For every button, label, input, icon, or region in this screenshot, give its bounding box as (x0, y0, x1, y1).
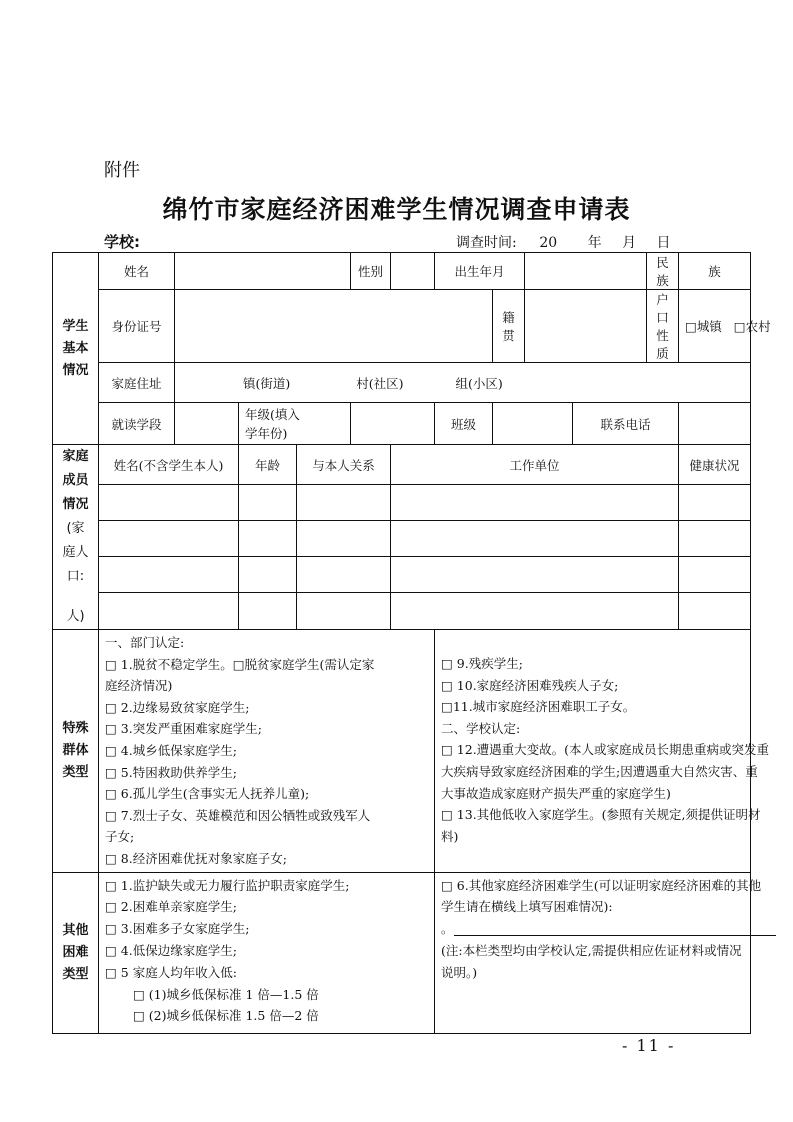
household-type-label: 户口性质 (647, 290, 679, 363)
grade-label: 年级(填入 学年份) (239, 403, 351, 445)
ethnicity-label: 民族 (647, 253, 679, 290)
page-title: 绵竹市家庭经济困难学生情况调查申请表 (162, 195, 631, 224)
survey-month-unit: 月 (622, 235, 637, 251)
special-option[interactable]: □ 2.边缘易致贫家庭学生; (105, 699, 250, 715)
section-other-difficulties: 其他 困难 类型 (53, 872, 99, 1033)
other-option[interactable]: □ 3.困难多子女家庭学生; (105, 921, 250, 937)
income-option[interactable]: □ (1)城乡低保标准 1 倍—1.5 倍 (133, 986, 319, 1002)
class-label: 班级 (435, 403, 493, 445)
family-col-health: 健康状况 (679, 445, 751, 485)
family-name-cell[interactable] (99, 521, 239, 557)
family-health-cell[interactable] (679, 592, 751, 629)
family-health-cell[interactable] (679, 485, 751, 521)
native-place-field[interactable] (525, 290, 647, 363)
section-special-groups: 特殊 群体 类型 (53, 630, 99, 873)
family-health-cell[interactable] (679, 557, 751, 593)
family-name-cell[interactable] (99, 485, 239, 521)
school-stage-label: 就读学段 (99, 403, 175, 445)
special-option[interactable]: □ 3.突发严重困难家庭学生; (105, 721, 262, 737)
family-row (53, 521, 751, 557)
other-option[interactable]: □ 4.低保边缘家庭学生; (105, 942, 237, 958)
gender-field[interactable] (391, 253, 435, 290)
family-row (53, 557, 751, 593)
special-option[interactable]: □ 9.残疾学生; (441, 656, 523, 671)
family-relation-cell[interactable] (297, 485, 391, 521)
section-basic-info: 学生 基本 情况 (53, 253, 99, 445)
family-name-cell[interactable] (99, 592, 239, 629)
survey-time (456, 232, 671, 252)
address-label: 家庭住址 (99, 363, 175, 403)
application-form-table (52, 252, 771, 1034)
family-relation-cell[interactable] (297, 521, 391, 557)
name-field[interactable] (175, 253, 351, 290)
family-row (53, 485, 751, 521)
id-number-label: 身份证号 (99, 290, 175, 363)
special-option[interactable]: □ 6.孤儿学生(含事实无人抚养儿童); (105, 786, 310, 802)
school-label: 学校: (104, 233, 140, 251)
family-age-cell[interactable] (239, 557, 297, 593)
address-group: 组(小区) (455, 375, 503, 391)
family-relation-cell[interactable] (297, 557, 391, 593)
special-option[interactable]: □ 5.特困救助供养学生; (105, 764, 237, 780)
income-option[interactable]: □ (2)城乡低保标准 1.5 倍—2 倍 (133, 1008, 319, 1024)
special-option[interactable]: □ 10.家庭经济困难残疾人子女; (441, 677, 619, 693)
other-option[interactable]: □ 2.困难单亲家庭学生; (105, 899, 237, 915)
survey-year-prefix: 20 (539, 235, 558, 251)
grade-field[interactable] (351, 403, 435, 445)
other-difficulties-right: □ 6.其他家庭经济困难学生(可以证明家庭经济困难的其他 学生请在横线上填写困难情况): 。 (注:本栏类型均由学校认定,需提供相应佐证材料或情况 说明。) (435, 872, 751, 1033)
family-col-age: 年龄 (239, 445, 297, 485)
family-relation-cell[interactable] (297, 592, 391, 629)
id-number-field[interactable] (175, 290, 493, 363)
family-row (53, 592, 751, 629)
special-option[interactable]: □ 13.其他低收入家庭学生。(参照有关规定,须提供证明材 (441, 807, 761, 823)
special-option[interactable]: □ 8.经济困难优抚对象家庭子女; (105, 850, 287, 866)
other-option[interactable]: □ 1.监护缺失或无力履行监护职责家庭学生; (105, 877, 350, 893)
address-village: 村(社区) (356, 375, 404, 391)
school-stage-field[interactable] (175, 403, 239, 445)
native-place-label: 籍贯 (493, 290, 525, 363)
household-type-options[interactable] (679, 290, 771, 363)
family-workplace-cell[interactable] (391, 521, 679, 557)
birth-field[interactable] (525, 253, 647, 290)
special-groups-right: □ 9.残疾学生; □ 10.家庭经济困难残疾人子女; □11.城市家庭经济困难职工子女。 二、学校认定: □ 12.遭遇重大变故。(本人或家庭成员长期患重病或突发重 大疾病导致家庭经济困难的学生;因遭遇重大自然灾害、重 大事故造成家庭财产损失严重的家庭学生) □ 13.其他低收入家庭学生。(参照有关规定,须提供证明材 料) (435, 630, 751, 873)
ethnicity-field[interactable]: 族 (679, 253, 751, 290)
other-difficulties-left (99, 872, 435, 1033)
family-col-relation: 与本人关系 (297, 445, 391, 485)
phone-field[interactable] (679, 403, 751, 445)
family-col-workplace: 工作单位 (391, 445, 679, 485)
special-option[interactable]: □ 12.遭遇重大变故。(本人或家庭成员长期患重病或突发重 (441, 742, 770, 758)
birth-label: 出生年月 (435, 253, 525, 290)
page-number: - 11 - (622, 1036, 676, 1055)
urban-checkbox[interactable]: □城镇 (685, 319, 722, 334)
survey-day-unit: 日 (656, 235, 671, 251)
family-workplace-cell[interactable] (391, 485, 679, 521)
special-groups-left: 一、部门认定: □ 1.脱贫不稳定学生。□脱贫家庭学生(需认定家 庭经济情况) □ 2.边缘易致贫家庭学生; □ 3.突发严重困难家庭学生; □ 4.城乡低保家庭学生; □ 5.特困救助供养学生; □ 6.孤儿学生(含事实无人抚养儿童); □ 7.烈士子女、英雄模范和因公牺牲或致残军人 子女; □ 8.经济困难优抚对象家庭子女; (99, 630, 435, 873)
family-col-name: 姓名(不含学生本人) (99, 445, 239, 485)
family-workplace-cell[interactable] (391, 557, 679, 593)
other-difficulty-blank[interactable]: 。 (441, 918, 744, 940)
special-option[interactable]: □ 1.脱贫不稳定学生。□脱贫家庭学生(需认定家 (105, 656, 375, 672)
address-town: 镇(街道) (243, 375, 291, 391)
family-workplace-cell[interactable] (391, 592, 679, 629)
phone-label: 联系电话 (573, 403, 679, 445)
gender-label: 性别 (351, 253, 391, 290)
rural-checkbox[interactable]: □农村 (733, 319, 771, 334)
survey-time-label: 调查时间: (456, 235, 517, 251)
family-name-cell[interactable] (99, 557, 239, 593)
fill-in-line[interactable] (454, 923, 776, 936)
special-option[interactable]: □11.城市家庭经济困难职工子女。 (441, 699, 636, 715)
special-option[interactable]: □ 4.城乡低保家庭学生; (105, 742, 237, 758)
attachment-label: 附件 (104, 160, 140, 181)
section-family-members: 家庭 成员 情况 (家 庭人 口: 人) (53, 445, 99, 630)
survey-year-unit: 年 (587, 235, 602, 251)
family-age-cell[interactable] (239, 485, 297, 521)
family-age-cell[interactable] (239, 521, 297, 557)
special-option[interactable]: □ 7.烈士子女、英雄模范和因公牺牲或致残军人 (105, 807, 371, 823)
other-option-6[interactable]: □ 6.其他家庭经济困难学生(可以证明家庭经济困难的其他 (441, 877, 762, 893)
family-age-cell[interactable] (239, 592, 297, 629)
other-option[interactable]: □ 5 家庭人均年收入低: (105, 964, 237, 980)
class-field[interactable] (493, 403, 573, 445)
name-label: 姓名 (99, 253, 175, 290)
address-field[interactable] (175, 363, 751, 403)
family-health-cell[interactable] (679, 521, 751, 557)
